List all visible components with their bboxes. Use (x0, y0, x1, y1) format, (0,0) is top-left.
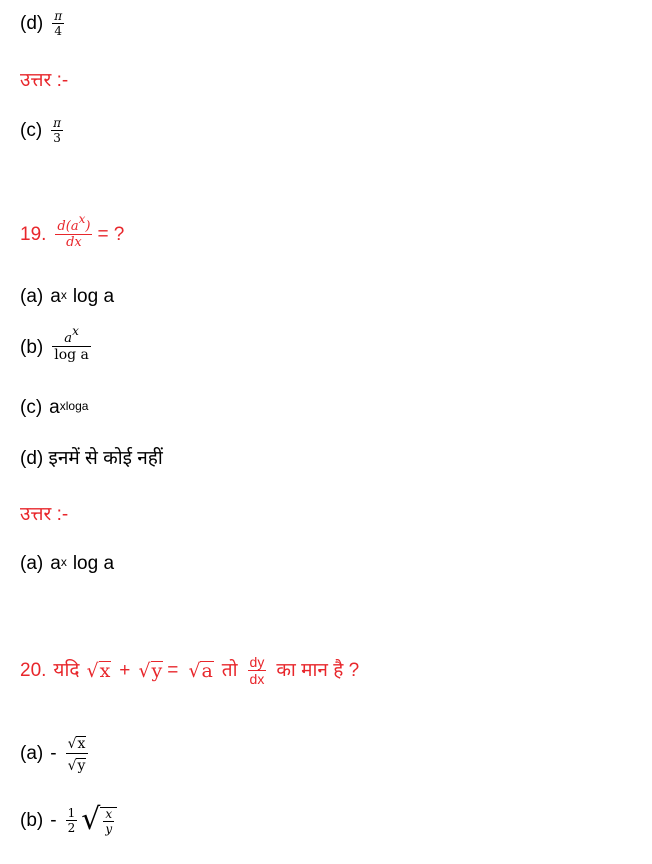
fraction-denominator: 2 (67, 820, 76, 835)
fraction-numerator: $d(a^x)$ (57, 211, 91, 234)
fraction-numerator: dy (249, 654, 265, 670)
option-label: (b) (20, 336, 44, 358)
q20-question: 20. यदि √ x + √ y = √ a तो $\frac{dy}{dx}$ का मान है ? (20, 654, 360, 687)
option-label: (a) (20, 743, 44, 764)
q18-answer-label: उत्तर :- (20, 70, 69, 91)
q18-option-d (20, 10, 66, 37)
question-suffix: = ? (97, 224, 125, 245)
fraction-numerator: π (53, 116, 62, 130)
q20-option-b: (b) - $\frac{1}{2}$ √ $\frac{x}{y}$ (20, 805, 117, 835)
q18-answer (20, 117, 65, 144)
fraction-denominator: dx (66, 235, 82, 250)
sqrt-y: √ y (138, 659, 163, 682)
fraction-denominator: log a (54, 347, 89, 363)
q19-answer-label: उत्तर :- (20, 504, 69, 525)
option-label: (c) (20, 120, 43, 141)
fraction-denominator: √ y (67, 758, 86, 774)
fraction-denominator: 4 (54, 24, 62, 38)
option-label: (d) (20, 13, 44, 34)
option-label: (a) (20, 286, 44, 307)
dy-dx-fraction (248, 655, 267, 686)
fraction (52, 323, 91, 363)
q19-answer: (a) a $^x$ log a (20, 553, 115, 574)
fraction (51, 117, 63, 144)
q19-option-d: (d) इनमें से कोई नहीं (20, 448, 163, 469)
q19-question (20, 211, 125, 250)
question-number: 19. (20, 224, 47, 245)
q19-option-b (20, 323, 93, 363)
sqrt-a: √ a (188, 659, 213, 682)
fraction-denominator: y (105, 822, 113, 836)
fraction-numerator: $a^x$ (64, 323, 79, 346)
option-label: (a) (20, 553, 44, 574)
sqrt-x: √ x (86, 659, 111, 682)
q19-option-a: (a) a $^x$ log a (20, 286, 115, 307)
fraction (66, 733, 89, 774)
fraction-numerator: x (105, 807, 113, 821)
fraction-numerator: √ x (67, 736, 86, 752)
question-number: 20. (20, 660, 47, 681)
sqrt-fraction: √ $\frac{x}{y}$ (81, 805, 117, 835)
half-fraction (66, 807, 78, 834)
q19-option-c: (c) a $^{xloga}$ (20, 397, 89, 418)
fraction (52, 10, 64, 37)
fraction-numerator: 1 (67, 805, 76, 820)
fraction-denominator: 3 (53, 131, 61, 145)
q20-option-a: (a) - √ x √ y (20, 733, 90, 774)
fraction-denominator: dx (249, 671, 265, 687)
option-label: (c) (20, 397, 43, 418)
derivative-fraction (55, 211, 92, 250)
option-label: (b) (20, 809, 44, 831)
fraction-numerator: π (54, 9, 63, 23)
